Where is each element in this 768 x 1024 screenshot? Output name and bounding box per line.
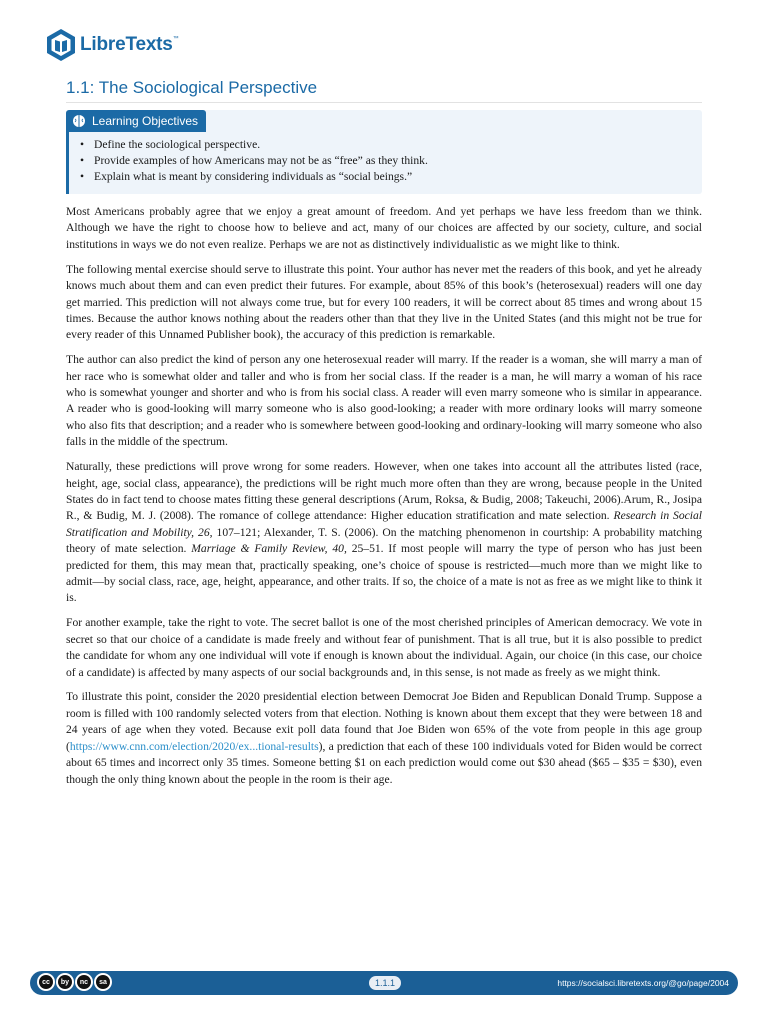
paragraph-6 [66, 689, 702, 787]
list-item: • Provide examples of how Americans may not be as “free” as they think. [94, 153, 428, 169]
brain-icon [72, 114, 86, 128]
list-item: • Explain what is meant by considering individuals as “social beings.” [94, 169, 428, 185]
learning-objectives-heading: Learning Objectives [92, 114, 199, 128]
page-url-link[interactable]: https://socialsci.libretexts.org/@go/page/2004 [557, 978, 729, 988]
list-item: • Define the sociological perspective. [94, 137, 428, 153]
noncommercial-icon: nc [75, 973, 93, 991]
page-title: 1.1: The Sociological Perspective [66, 78, 702, 103]
cc-license-badge[interactable] [37, 973, 112, 991]
learning-objectives-box [66, 110, 702, 194]
page-number: 1.1.1 [369, 976, 401, 990]
paragraph-4-text-c: 107–121; Alexander, T. S. (2006). On the matching phenomenon in courtship: A probability matching theory of mate selection. [66, 525, 702, 556]
cc-icon: cc [37, 973, 55, 991]
paragraph-6-text-b: ), a prediction that each of these 100 individuals voted for Biden would be correct about 65 times and incorrect only 35 times. Someone betting $1 on each prediction would come out $30 ahead ($65 – $35 = $30), even though the only thing known about the people in the room is their age. [66, 739, 702, 786]
learning-objectives-header [66, 110, 206, 132]
attribution-icon: by [56, 973, 74, 991]
paragraph-4 [66, 459, 702, 607]
paragraph-5: For another example, take the right to vote. The secret ballot is one of the most cherished principles of American democracy. We vote in secret so that our choice of a candidate is made freely and without fear of punishment. That is all true, but it is also possible to predict the candidate for whom any one individual will vote if enough is known about the individual. Again, our choice (in this case, our choice of a candidate) is affected by many aspects of our social backgrounds and, in this sense, is not made as freely as we might think. [66, 616, 702, 679]
paragraph-4-text-a: Naturally, these predictions will prove wrong for some readers. However, when one takes into account all the attributes listed (race, height, age, social class, appearance), the predictions will be right much more often than they are wrong, because people in the United States do in fact tend to choose mates fitting these general descriptions (Arum, Roksa, & Budig, 2008; Takeuchi, 2006).Arum, R., Josipa R., & Budig, M. J. (2008). The romance of college attendance: Higher education stratification and mate selection. [66, 460, 702, 523]
journal-title-2: Marriage & Family Review, 40, [191, 542, 347, 556]
logo-wordmark: LibreTexts [80, 34, 173, 55]
logo-trademark: ™ [172, 36, 179, 42]
learning-objectives-list [94, 137, 428, 185]
paragraph-1: Most Americans probably agree that we enjoy a great amount of freedom. And yet perhaps we have less freedom than we think. Although we have the right to choose how to believe and act, many of our choices are affected by our society, culture, and social institutions in ways we do not even realize. Perhaps we are not as distinctively individualistic as we might like to think. [66, 205, 702, 251]
libretexts-logo[interactable] [46, 28, 179, 62]
libretexts-logo-icon [46, 28, 76, 62]
article-body [66, 204, 702, 796]
paragraph-6-text-a: To illustrate this point, consider the 2020 presidential election between Democrat Joe Biden and Republican Donald Trump. Suppose a room is filled with 100 randomly selected voters from that election. Nothing is known about them except that they were between 18 and 24 years of age when they voted. Because exit poll data found that Joe Biden won 65% of the vote from people in this age group ( [66, 690, 702, 753]
journal-title-1: Research in Social Stratification and Mobility, 26, [66, 509, 702, 539]
learning-objectives-accent-bar [66, 132, 69, 194]
cnn-exit-poll-link[interactable]: https://www.cnn.com/election/2020/ex...tional-results [69, 739, 319, 753]
sharealike-icon: sa [94, 973, 112, 991]
page-footer [30, 971, 738, 995]
paragraph-3: The author can also predict the kind of person any one heterosexual reader will marry. If the reader is a woman, she will marry a man of her race who is somewhat older and taller and who is from her social class. If the reader is a man, he will marry a woman of his race who is somewhat younger and shorter and who is from his social class. A reader will even marry someone who is similar in appearance. A reader who is good-looking will marry someone who is also good-looking; a reader with more ordinary looks will marry someone who also fits that description; and a reader who is somewhere between good-looking and ordinary-looking will marry someone who also falls in the middle of the spectrum. [66, 353, 702, 449]
paragraph-4-text-e: 25–51. If most people will marry the type of person who has just been predicted for them, this may mean that, practically speaking, one’s choice of spouse is restricted—much more than we might like to admit—by social class, race, age, height, appearance, and other traits. If so, the choice of a mate is not as free as we might like to think it is. [66, 542, 702, 605]
paragraph-2: The following mental exercise should serve to illustrate this point. Your author has never met the readers of this book, and yet he already knows much about them and can even predict their futures. For example, about 85% of this book’s (heterosexual) readers will one day get married. This prediction will not always come true, but for every 100 readers, it will be correct about 85 times and wrong about 15 times. Because the author knows nothing about the readers other than that they live in the United States (and this might not be true for every reader of this Unnamed Publisher book), the accuracy of this prediction is remarkable. [66, 262, 702, 342]
